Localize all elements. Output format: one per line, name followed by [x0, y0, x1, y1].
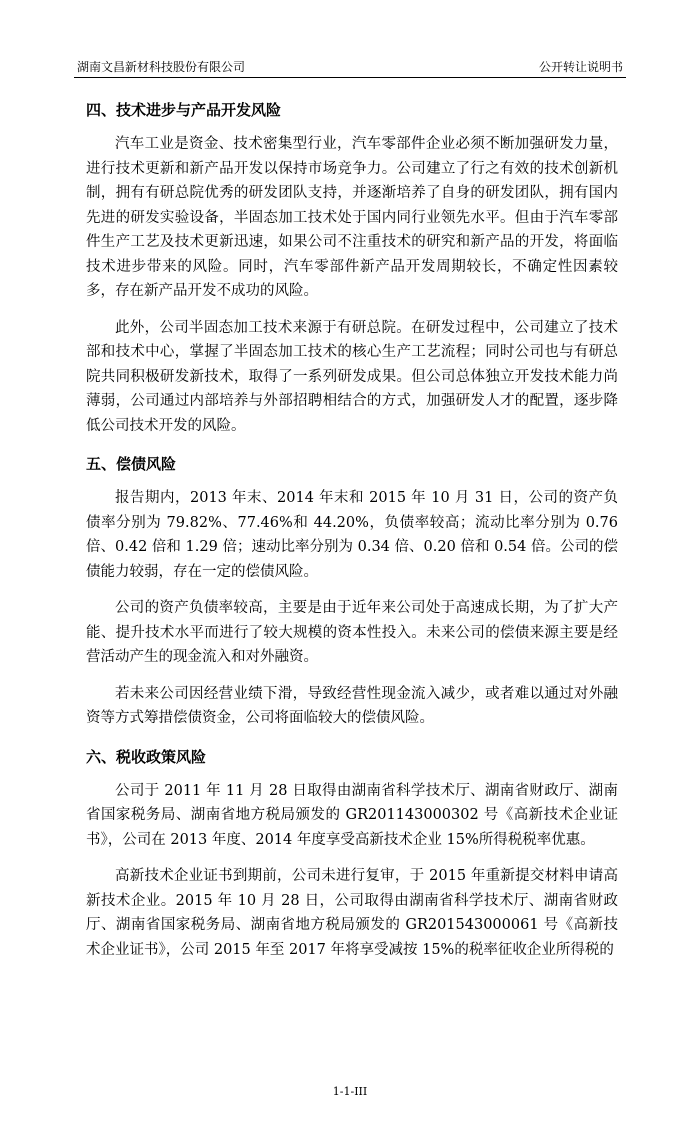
section-tech-risk	[86, 96, 618, 438]
header-document-title: 公开转让说明书	[538, 60, 623, 74]
paragraph: 若未来公司因经营业绩下滑，导致经营性现金流入减少，或者难以通过对外融资等方式筹措偿债资金，公司将面临较大的偿债风险。	[86, 685, 618, 726]
section-tax-risk	[86, 743, 618, 963]
paragraph: 高新技术企业证书到期前，公司未进行复审，于 2015 年重新提交材料申请高新技术企业。2015 年 10 月 28 日，公司取得由湖南省科学技术厅、湖南省财政厅、湖南省国家税务局、湖南省地方税局颁发的 GR201543000061 号《高新技术企业证书》，公司 2015 年至 2017 年将享受减按 15%的税率征收企业所得税的	[86, 868, 618, 958]
section-title-tech-risk: 四、技术进步与产品开发风险	[86, 101, 282, 119]
section-title-tax-risk: 六、税收政策风险	[86, 747, 207, 766]
section-title-debt-risk: 五、偿债风险	[86, 455, 177, 473]
document-body	[86, 96, 618, 962]
section-debt-risk	[86, 450, 618, 731]
page-header	[74, 55, 626, 78]
header-company-name: 湖南文昌新材科技股份有限公司	[77, 60, 246, 74]
paragraph: 报告期内，2013 年末、2014 年末和 2015 年 10 月 31 日，公司的资产负债率分别为 79.82%、77.46%和 44.20%，负债率较高；流动比率分别为 0.76 倍、0.42 倍和 1.29 倍；速动比率分别为 0.34 倍、0.20 倍和 0.54 倍。公司的偿债能力较弱，存在一定的偿债风险。	[86, 490, 618, 580]
page-number: 1-1-III	[332, 1085, 368, 1098]
paragraph: 公司的资产负债率较高，主要是由于近年来公司处于高速成长期，为了扩大产能、提升技术水平而进行了较大规模的资本性投入。未来公司的偿债来源主要是经营活动产生的现金流入和对外融资。	[86, 600, 618, 665]
paragraph: 此外，公司半固态加工技术来源于有研总院。在研发过程中，公司建立了技术部和技术中心，掌握了半固态加工技术的核心生产工艺流程；同时公司也与有研总院共同积极研发新技术，取得了一系列研发成果。但公司总体独立开发技术能力尚薄弱，公司通过内部培养与外部招聘相结合的方式，加强研发人才的配置，逐步降低公司技术开发的风险。	[86, 319, 618, 434]
paragraph: 汽车工业是资金、技术密集型行业，汽车零部件企业必须不断加强研发力量，进行技术更新和新产品开发以保持市场竞争力。公司建立了行之有效的技术创新机制，拥有有研总院优秀的研发团队支持，并逐渐培养了自身的研发团队，拥有国内先进的研发实验设备，半固态加工技术处于国内同行业领先水平。但由于汽车零部件生产工艺及技术更新迅速，如果公司不注重技术的研究和新产品的开发，将面临技术进步带来的风险。同时，汽车零部件新产品开发周期较长，不确定性因素较多，存在新产品开发不成功的风险。	[86, 136, 618, 299]
paragraph: 公司于 2011 年 11 月 28 日取得由湖南省科学技术厅、湖南省财政厅、湖南省国家税务局、湖南省地方税局颁发的 GR201143000302 号《高新技术企业证书》，公司在 2013 年度、2014 年度享受高新技术企业 15%所得税税率优惠。	[86, 782, 618, 848]
